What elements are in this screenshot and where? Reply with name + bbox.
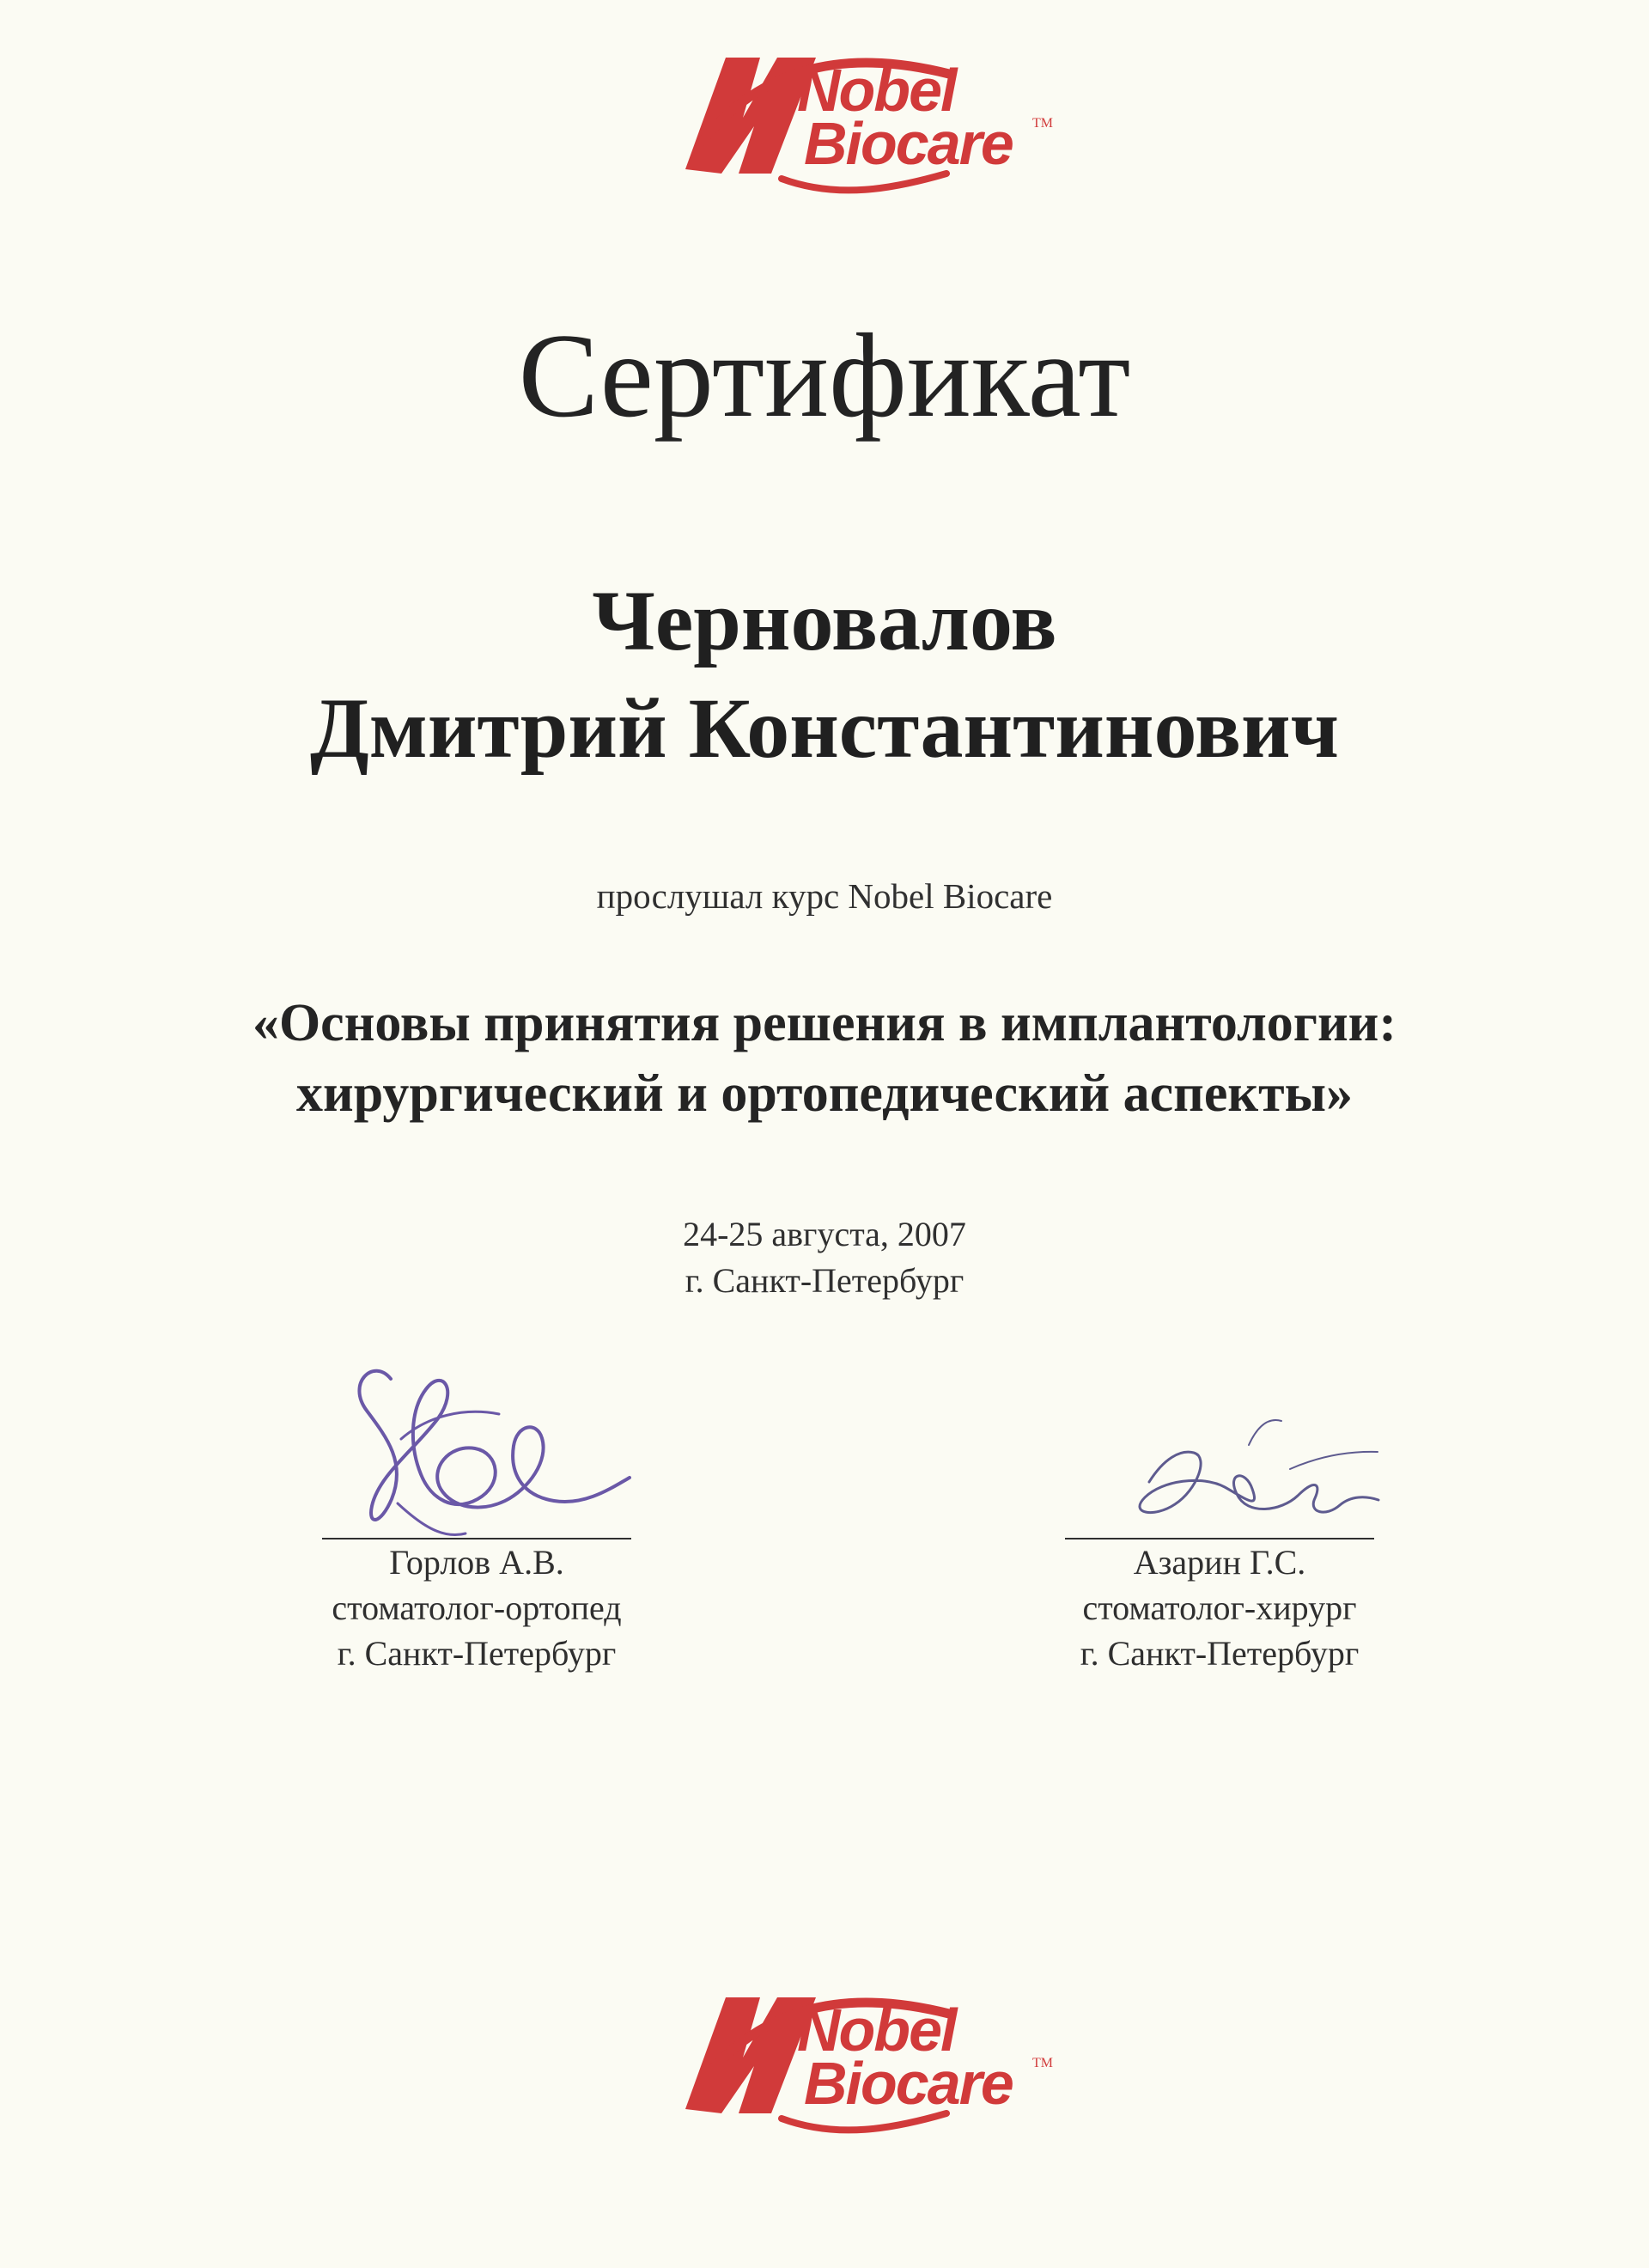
course-title-line-1: «Основы принятия решения в имплантологии:	[252, 994, 1397, 1052]
signatory-city: г. Санкт-Петербург	[1080, 1634, 1360, 1673]
logo-wordmark	[797, 57, 1048, 177]
nobel-biocare-logo-top	[601, 27, 1053, 216]
event-city: г. Санкт-Петербург	[685, 1261, 964, 1300]
course-title	[0, 988, 1649, 1129]
signatory-role: стоматолог-хирург	[1082, 1588, 1357, 1627]
recipient-surname: Черновалов	[592, 573, 1057, 668]
signature-icon	[1039, 1409, 1400, 1538]
logo-word-nobel: Nobel	[797, 57, 956, 124]
signature-icon	[296, 1349, 657, 1538]
signatory-city: г. Санкт-Петербург	[337, 1634, 617, 1673]
logo-trademark: TM	[1032, 2056, 1053, 2070]
signature-block-left	[296, 1349, 657, 1676]
logo-wordmark	[797, 1997, 1048, 2117]
signature-graphic	[1039, 1409, 1400, 1538]
signatory-role: стоматолог-ортопед	[332, 1588, 622, 1627]
nobel-biocare-logo-bottom	[601, 1967, 1053, 2156]
signatory-details	[1039, 1539, 1400, 1676]
course-intro: прослушал курс Nobel Biocare	[596, 876, 1053, 916]
signatory-details	[296, 1539, 657, 1676]
course-title-line-2: хирургический и ортопедический аспекты»	[296, 1064, 1353, 1123]
certificate-title: Сертификат	[518, 309, 1131, 442]
signatory-name: Горлов А.В.	[389, 1543, 564, 1582]
logo-trademark: TM	[1032, 116, 1053, 131]
logo-word-biocare: Biocare	[804, 110, 1013, 177]
signature-graphic	[296, 1349, 657, 1538]
signatory-name: Азарин Г.С.	[1133, 1543, 1306, 1582]
logo-word-nobel: Nobel	[797, 1997, 956, 2064]
recipient-name	[0, 567, 1649, 782]
recipient-given-names: Дмитрий Константинович	[309, 680, 1340, 776]
event-date: 24-25 августа, 2007	[683, 1215, 966, 1253]
signature-block-right	[1039, 1409, 1400, 1676]
logo-word-biocare: Biocare	[804, 2050, 1013, 2117]
event-details	[0, 1211, 1649, 1304]
